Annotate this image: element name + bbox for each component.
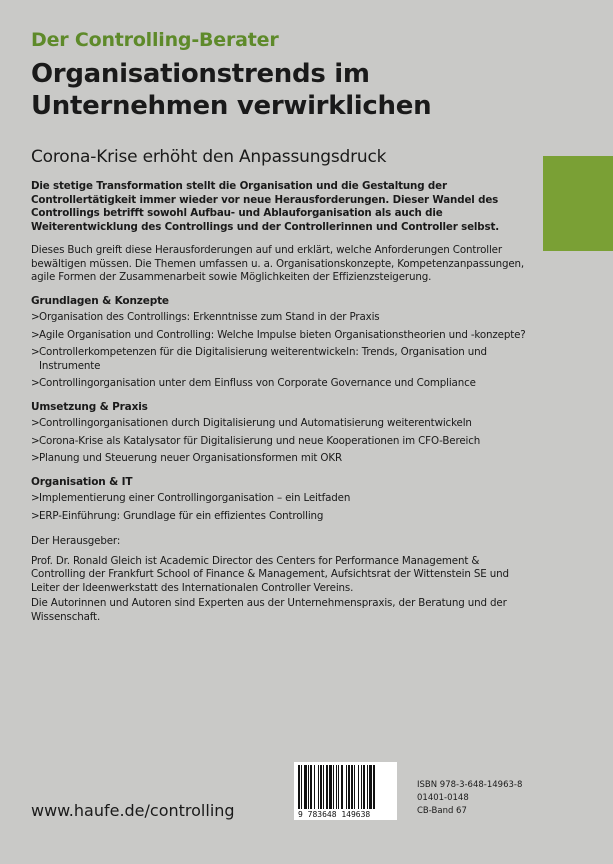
order-number: 01401-0148 [417, 793, 469, 803]
intro-paragraph: Dieses Buch greift diese Herausforderungen auf und erklärt, welche Anforderungen Controller bewältigen müssen. Die Themen umfassen u. a. Organisationskonzepte, Kompetenzanpassungen, agile Formen der Zusammenarbeit sowie Möglichkeiten der Effizienzsteigerung. [31, 244, 525, 283]
bullet-list [31, 417, 531, 466]
barcode-bar [341, 765, 343, 809]
barcode-bar [323, 765, 324, 809]
list-item: > Controllingorganisationen durch Digitalisierung und Automatisierung weiterentwickeln [31, 417, 531, 431]
barcode-digits: 9 783648 149638 [298, 810, 371, 819]
barcode [294, 762, 397, 820]
section-1 [31, 295, 531, 391]
barcode-bar [336, 765, 337, 809]
barcode-bar [320, 765, 322, 809]
barcode-bar [298, 765, 300, 809]
barcode-bar [354, 765, 355, 809]
barcode-bar [326, 765, 328, 809]
editor-label: Der Herausgeber: [31, 535, 121, 547]
barcode-bar [351, 765, 353, 809]
barcode-bar [373, 765, 375, 809]
title-line-2: Unternehmen verwirklichen [31, 91, 432, 121]
back-cover-text [31, 180, 531, 624]
list-item: > Organisation des Controllings: Erkenntnisse zum Stand in der Praxis [31, 311, 531, 325]
bullet-list [31, 311, 531, 391]
section-3 [31, 476, 531, 524]
barcode-bar [361, 765, 362, 809]
publisher-url[interactable]: www.haufe.de/controlling [31, 801, 235, 820]
barcode-bar [308, 765, 309, 809]
book-title [31, 58, 531, 122]
list-item: > Agile Organisation und Controlling: Welche Impulse bieten Organisationstheorien und -konzepte? [31, 329, 531, 343]
list-item: > Controllerkompetenzen für die Digitalisierung weiterentwickeln: Trends, Organisation und Instrumente [31, 346, 531, 373]
barcode-bar [310, 765, 312, 809]
section-title: Grundlagen & Konzepte [31, 294, 169, 307]
book-subtitle: Corona-Krise erhöht den Anpassungsdruck [31, 147, 387, 167]
list-item: > Implementierung einer Controllingorganisation – ein Leitfaden [31, 492, 531, 506]
isbn-number: ISBN 978-3-648-14963-8 [417, 780, 523, 790]
section-title: Organisation & IT [31, 475, 133, 488]
section-title: Umsetzung & Praxis [31, 400, 148, 413]
section-2 [31, 401, 531, 466]
title-line-1: Organisationstrends im [31, 59, 370, 89]
barcode-bar [369, 765, 372, 809]
barcode-bar [367, 765, 368, 809]
barcode-bar [301, 765, 302, 809]
barcode-bar [346, 765, 347, 809]
editor-bio: Prof. Dr. Ronald Gleich ist Academic Director des Centers for Performance Management & Controlling der Frankfurt School of Finance & Management, Aufsichtsrat der Wittenstein SE und Leiter der Ideenwerkstatt des Internationalen Controller Vereins. [31, 554, 509, 594]
barcode-bar [363, 765, 365, 809]
barcode-bar [329, 765, 332, 809]
barcode-bar [333, 765, 334, 809]
barcode-graphic [294, 762, 397, 820]
intro-bold-paragraph: Die stetige Transformation stellt die Organisation und die Gestaltung der Controllertätigkeit immer wieder vor neue Herausforderungen. Dieser Wandel des Controllings betrifft sowohl Aufbau- und Ablauforganisation als auch die Weiterentwicklung des Controllings und der Controllerinnen und Controller selbst. [31, 180, 500, 233]
volume-number: CB-Band 67 [417, 806, 467, 816]
barcode-bar [338, 765, 339, 809]
list-item: > Controllingorganisation unter dem Einfluss von Corporate Governance und Compliance [31, 377, 531, 391]
accent-block [543, 156, 613, 251]
bullet-list [31, 492, 531, 523]
barcode-bar [304, 765, 307, 809]
isbn-block [417, 779, 522, 818]
list-item: > ERP-Einführung: Grundlage für ein effizientes Controlling [31, 510, 531, 524]
barcode-bar [348, 765, 350, 809]
barcode-bar [314, 765, 315, 809]
barcode-bar [318, 765, 319, 809]
authors-note: Die Autorinnen und Autoren sind Experten aus der Unternehmenspraxis, der Beratung und der Wissenschaft. [31, 597, 507, 623]
list-item: > Corona-Krise als Katalysator für Digitalisierung und neue Kooperationen im CFO-Bereich [31, 435, 531, 449]
list-item: > Planung und Steuerung neuer Organisationsformen mit OKR [31, 452, 531, 466]
barcode-bar [358, 765, 359, 809]
series-title: Der Controlling-Berater [31, 29, 279, 51]
